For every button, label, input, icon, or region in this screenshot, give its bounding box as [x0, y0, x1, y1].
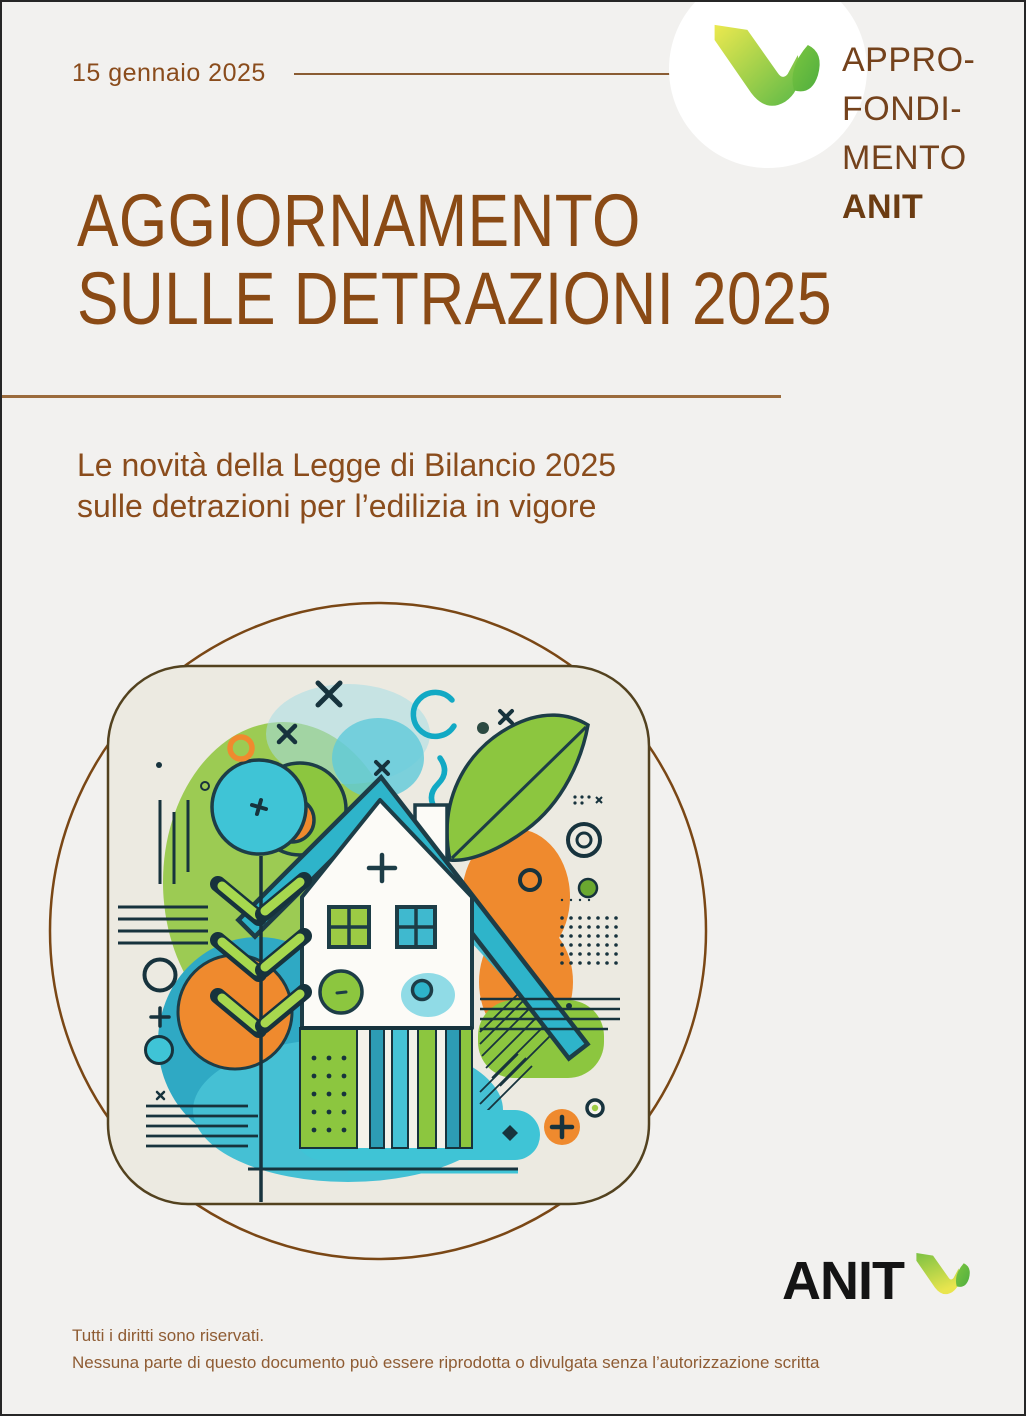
page-subtitle: Le novità della Legge di Bilancio 2025 sulle detrazioni per l’edilizia in vigore: [77, 447, 617, 524]
dot-small: [156, 762, 162, 768]
dark-blob-dot: [477, 722, 489, 734]
badge-line: APPRO-: [842, 41, 976, 79]
cover-date: 15 gennaio 2025: [72, 59, 266, 87]
green-dot-right: [579, 879, 597, 897]
badge-text: [842, 36, 975, 232]
cover-illustration: [48, 562, 708, 1262]
copyright-notice: Tutti i diritti sono riservati. Nessuna parte di questo documento può essere riprodotta o divulgata senza l’autorizzazione scritta: [72, 1326, 820, 1372]
badge-line: MENTO: [842, 139, 967, 177]
teal-ring-door: [413, 981, 432, 1000]
brand-wordmark: ANIT: [782, 1251, 904, 1311]
anit-logo-icon: [702, 16, 828, 132]
anit-logo-icon-footer: [910, 1249, 974, 1307]
section-divider: [2, 395, 781, 398]
badge-brand: ANIT: [842, 188, 924, 226]
badge-line: FONDI-: [842, 90, 963, 128]
date-rule: [294, 73, 677, 75]
stripes-pattern: [300, 1028, 472, 1148]
page-title: AGGIORNAMENTO SULLE DETRAZIONI 2025: [77, 179, 833, 340]
teal-dot-left: [146, 1037, 173, 1064]
